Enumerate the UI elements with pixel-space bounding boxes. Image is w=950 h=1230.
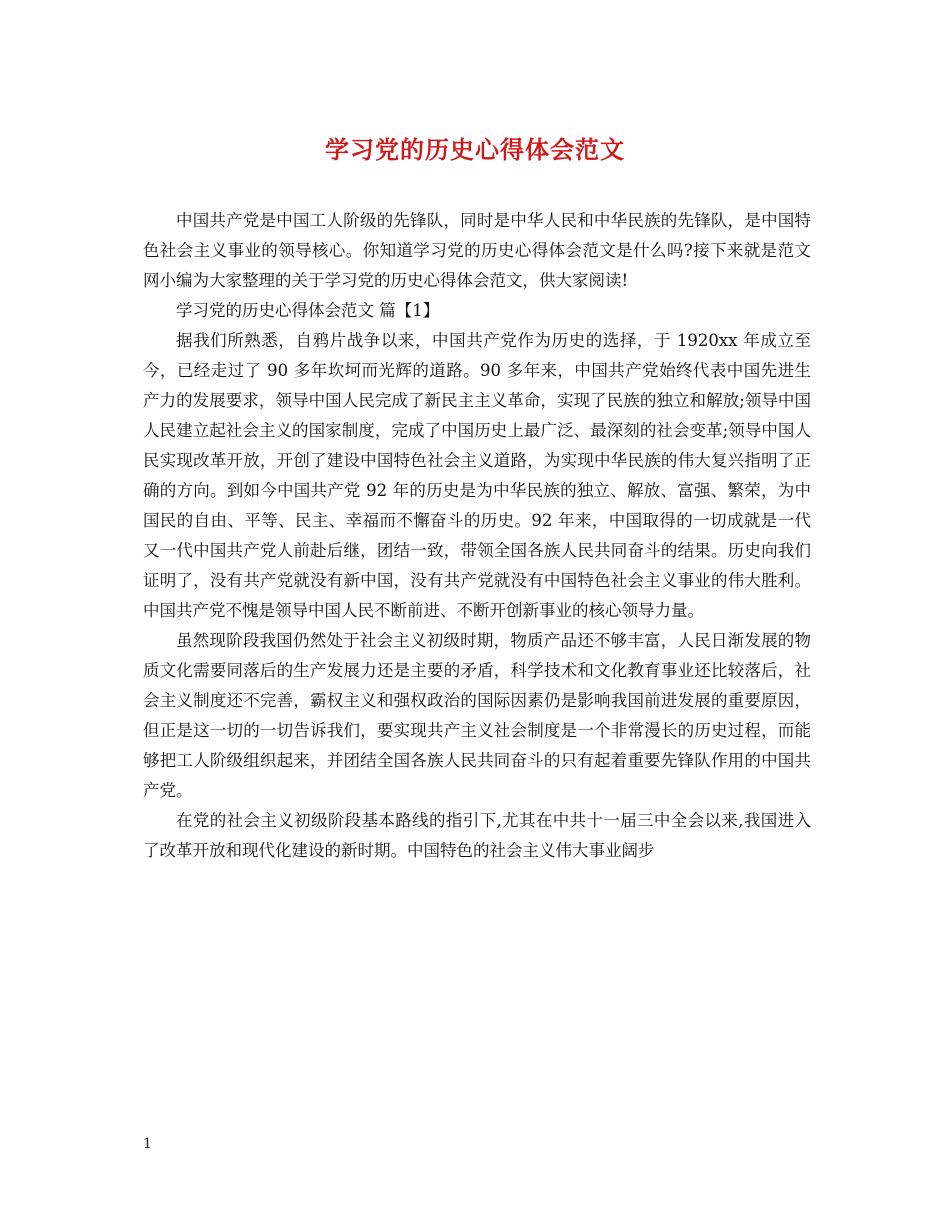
intro-paragraph: 中国共产党是中国工人阶级的先锋队，同时是中华人民和中华民族的先锋队，是中国特色社会主义事业的领导核心。你知道学习党的历史心得体会范文是什么吗?接下来就是范文网小编为大家整理的关于学习党的历史心得体会范文，供大家阅读!: [143, 211, 811, 290]
section-heading: 学习党的历史心得体会范文 篇【1】: [176, 301, 440, 320]
document-body: [143, 206, 811, 866]
body-paragraph: 在党的社会主义初级阶段基本路线的指引下,尤其在中共十一届三中全会以来,我国进入了改革开放和现代化建设的新时期。中国特色的社会主义伟大事业阔步: [143, 811, 811, 860]
body-paragraph: 据我们所熟悉，自鸦片战争以来，中国共产党作为历史的选择，于 1920xx 年成立至今，已经走过了 90 多年坎坷而光辉的道路。90 多年来，中国共产党始终代表中国先进生产力的发展要求，领导中国人民完成了新民主主义革命，实现了民族的独立和解放;领导中国人民建立起社会主义的国家制度，完成了中国历史上最广泛、最深刻的社会变革;领导中国人民实现改革开放，开创了建设中国特色社会主义道路，为实现中华民族的伟大复兴指明了正确的方向。到如今中国共产党 92 年的历史是为中华民族的独立、解放、富强、繁荣，为中国民的自由、平等、民主、幸福而不懈奋斗的历史。92 年来，中国取得的一切成就是一代又一代中国共产党人前赴后继，团结一致，带领全国各族人民共同奋斗的结果。历史向我们证明了，没有共产党就没有新中国，没有共产党就没有中国特色社会主义事业的伟大胜利。中国共产党不愧是领导中国人民不断前进、不断开创新事业的核心领导力量。: [143, 331, 811, 620]
page-number: 1: [143, 1136, 152, 1152]
body-paragraph: 虽然现阶段我国仍然处于社会主义初级时期，物质产品还不够丰富，人民日渐发展的物质文化需要同落后的生产发展力还是主要的矛盾，科学技术和文化教育事业还比较落后，社会主义制度还不完善，霸权主义和强权政治的国际因素仍是影响我国前进发展的重要原因，但正是这一切的一切告诉我们，要实现共产主义社会制度是一个非常漫长的历史过程，而能够把工人阶级组织起来，并团结全国各族人民共同奋斗的只有起着重要先锋队作用的中国共产党。: [143, 631, 811, 800]
document-title: 学习党的历史心得体会范文: [325, 135, 625, 164]
